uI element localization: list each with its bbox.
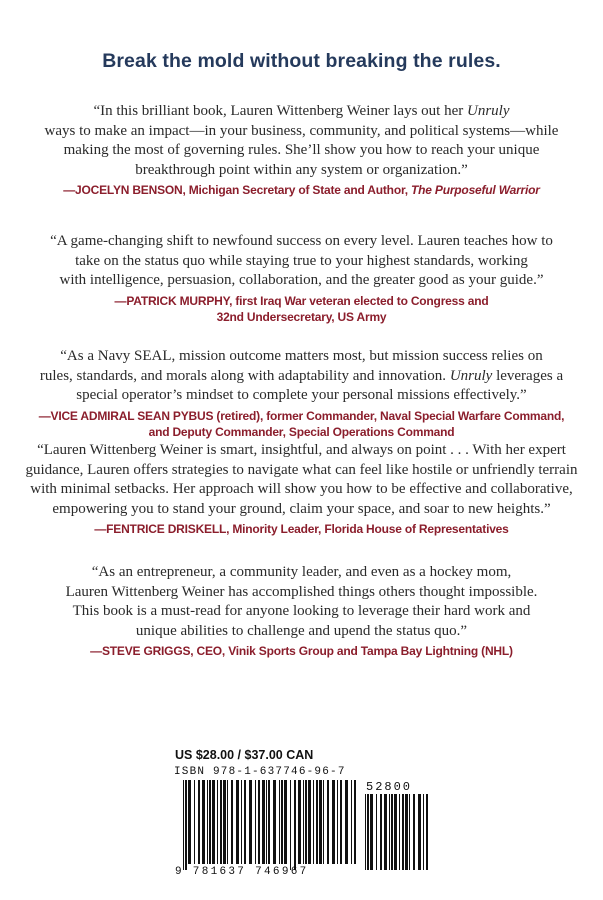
quote-line [0, 622, 603, 642]
barcode-bar [268, 780, 270, 864]
quote-line [0, 583, 603, 603]
barcode-bar [305, 780, 307, 864]
barcode-bar [279, 780, 280, 864]
barcode-bar [231, 780, 233, 864]
attribution-text: and Deputy Commander, Special Operations Command [148, 424, 455, 439]
attribution-line [0, 521, 603, 537]
endorsement-quote [0, 102, 603, 180]
barcode-bar [327, 780, 329, 864]
endorsement-attribution [0, 643, 603, 659]
quote-text: take on the status quo while staying true to your highest standards, working [75, 252, 528, 269]
barcode-bar [249, 780, 252, 864]
barcode-bar [405, 794, 408, 870]
barcode-bar [413, 794, 415, 870]
barcode-bar [316, 780, 318, 864]
attribution-text: —VICE ADMIRAL SEAN PYBUS (retired), former Commander, Naval Special Warfare Command, [38, 408, 565, 423]
quote-line [0, 602, 603, 622]
barcode-bar [188, 780, 191, 864]
endorsement-quote [0, 441, 603, 519]
attribution-book-title: The Purposeful Warrior [411, 183, 540, 197]
barcode-price-code: 52800 [366, 780, 413, 794]
barcode-bar [389, 794, 390, 870]
barcode-bar [332, 780, 335, 864]
barcode-bar [354, 780, 356, 864]
endorsement-2 [0, 232, 603, 325]
barcode-bar [298, 780, 301, 864]
quote-line [0, 500, 603, 520]
barcode-bar [391, 794, 393, 870]
quote-text: “As a Navy SEAL, mission outcome matters most, but mission success relies on [60, 348, 543, 364]
quote-text: making the most of governing rules. She’ll show you how to reach your unique [63, 142, 540, 158]
barcode-bar [426, 794, 428, 870]
barcode-bar [323, 780, 324, 864]
attribution-line [0, 424, 603, 440]
quote-text: breakthrough point within any system or organization.” [135, 161, 468, 178]
barcode-bar [345, 780, 348, 864]
attribution-text: —PATRICK MURPHY, first Iraq War veteran elected to Congress and [114, 293, 489, 308]
barcode-bar [202, 780, 205, 864]
attribution-line [0, 408, 603, 424]
barcode-bar [367, 794, 369, 870]
barcode [169, 764, 433, 884]
barcode-bar [281, 780, 283, 864]
book-title-italic: Unruly [467, 103, 510, 119]
barcode-bar [262, 780, 265, 864]
barcode-bar [313, 780, 314, 864]
quote-text: unique abilities to challenge and upend the status quo.” [135, 622, 468, 639]
barcode-bar [394, 794, 397, 870]
quote-text: rules, standards, and morals along with adaptability and innovation. [39, 367, 450, 384]
quote-text: special operator’s mindset to complete your personal missions effectively.” [76, 387, 527, 403]
price-label: US $28.00 / $37.00 CAN [175, 748, 314, 762]
barcode-bar [209, 780, 211, 864]
endorsement-4 [0, 441, 603, 537]
barcode-bar [409, 794, 410, 870]
quote-line [0, 102, 603, 122]
barcode-bar [217, 780, 218, 864]
barcode-bar [399, 794, 400, 870]
quote-line [0, 232, 603, 252]
quote-text: ways to make an impact—in your business, community, and political systems—while [44, 122, 559, 139]
quote-line [0, 563, 603, 583]
endorsement-5 [0, 563, 603, 659]
barcode-digits: 9 781637 746967 [175, 866, 309, 878]
barcode-bar [227, 780, 228, 864]
barcode-bar [337, 780, 338, 864]
endorsement-1 [0, 102, 603, 198]
barcode-bar [198, 780, 200, 864]
barcode-bar [290, 780, 291, 870]
quote-line [0, 480, 603, 500]
barcode-bar [273, 780, 276, 864]
barcode-bar [255, 780, 256, 864]
barcode-bar [380, 794, 382, 870]
quote-text: with minimal setbacks. Her approach will show you how to be effective and collaborative, [30, 481, 573, 497]
quote-line [0, 141, 603, 161]
quote-text: “A game-changing shift to newfound success on every level. Lauren teaches how to [50, 233, 553, 249]
quote-line [0, 122, 603, 142]
barcode-bar [241, 780, 242, 864]
endorsement-attribution [0, 408, 603, 440]
barcode-bar [294, 780, 296, 870]
attribution-text: —FENTRICE DRISKELL, Minority Leader, Florida House of Representatives [94, 522, 509, 536]
quote-line [0, 271, 603, 291]
isbn-label: ISBN 978-1-637746-96-7 [174, 766, 346, 778]
barcode-bar [220, 780, 222, 864]
barcode-bar [319, 780, 322, 864]
barcode-bar [244, 780, 246, 864]
quote-text: “In this brilliant book, Lauren Wittenberg Weiner lays out her [93, 103, 467, 119]
barcode-bar [194, 780, 195, 864]
endorsement-quote [0, 232, 603, 291]
quote-text: guidance, Lauren offers strategies to navigate what can feel like hostile or unfriendly terrain [25, 461, 578, 478]
quote-text: This book is a must-read for anyone looking to leverage their hard work and [72, 603, 531, 619]
quote-text: empowering you to stand your ground, claim your space, and soar to new heights.” [52, 500, 551, 517]
barcode-bar [212, 780, 215, 864]
attribution-line [0, 182, 603, 198]
barcode-bar [183, 780, 184, 870]
barcode-bar [384, 794, 387, 870]
barcode-bar [365, 794, 366, 870]
barcode-bar [266, 780, 267, 864]
barcode-bar [423, 794, 424, 870]
quote-line [0, 252, 603, 272]
barcode-bar [236, 780, 239, 864]
quote-text: Lauren Wittenberg Weiner has accomplished things others thought impossible. [65, 583, 538, 600]
quote-line [0, 441, 603, 461]
quote-text: leverages a [492, 367, 564, 384]
quote-line [0, 386, 603, 406]
quote-line [0, 161, 603, 181]
attribution-line [0, 643, 603, 659]
quote-line [0, 347, 603, 367]
quote-text: with intelligence, persuasion, collaboration, and the greater good as your guide.” [59, 272, 544, 288]
barcode-bar [351, 780, 352, 864]
barcode-bar [402, 794, 404, 870]
endorsement-quote [0, 347, 603, 406]
barcode-bar [370, 794, 373, 870]
barcode-bar [340, 780, 342, 864]
endorsement-attribution [0, 293, 603, 325]
barcode-bar [284, 780, 287, 864]
endorsement-attribution [0, 182, 603, 198]
barcode-bar [308, 780, 311, 864]
quote-line [0, 461, 603, 481]
headline: Break the mold without breaking the rules. [102, 50, 501, 72]
barcode-bar [376, 794, 377, 870]
endorsement-attribution [0, 521, 603, 537]
book-title-italic: Unruly [449, 367, 493, 384]
barcode-bar [418, 794, 421, 870]
attribution-text: —STEVE GRIGGS, CEO, Vinik Sports Group and Tampa Bay Lightning (NHL) [90, 644, 513, 658]
attribution-text: —JOCELYN BENSON, Michigan Secretary of State and Author, [63, 183, 412, 197]
attribution-line [0, 309, 603, 325]
endorsement-quote [0, 563, 603, 641]
quote-line [0, 367, 603, 387]
attribution-line [0, 293, 603, 309]
barcode-bar [303, 780, 304, 864]
barcode-bar [258, 780, 260, 864]
endorsement-3 [0, 347, 603, 440]
barcode-bar [223, 780, 226, 864]
quote-text: “As an entrepreneur, a community leader, and even as a hockey mom, [91, 564, 512, 580]
quote-text: “Lauren Wittenberg Weiner is smart, insightful, and always on point . . . With her expert [37, 442, 566, 458]
attribution-text: 32nd Undersecretary, US Army [216, 309, 387, 324]
barcode-bar [207, 780, 208, 864]
barcode-bar [185, 780, 187, 870]
